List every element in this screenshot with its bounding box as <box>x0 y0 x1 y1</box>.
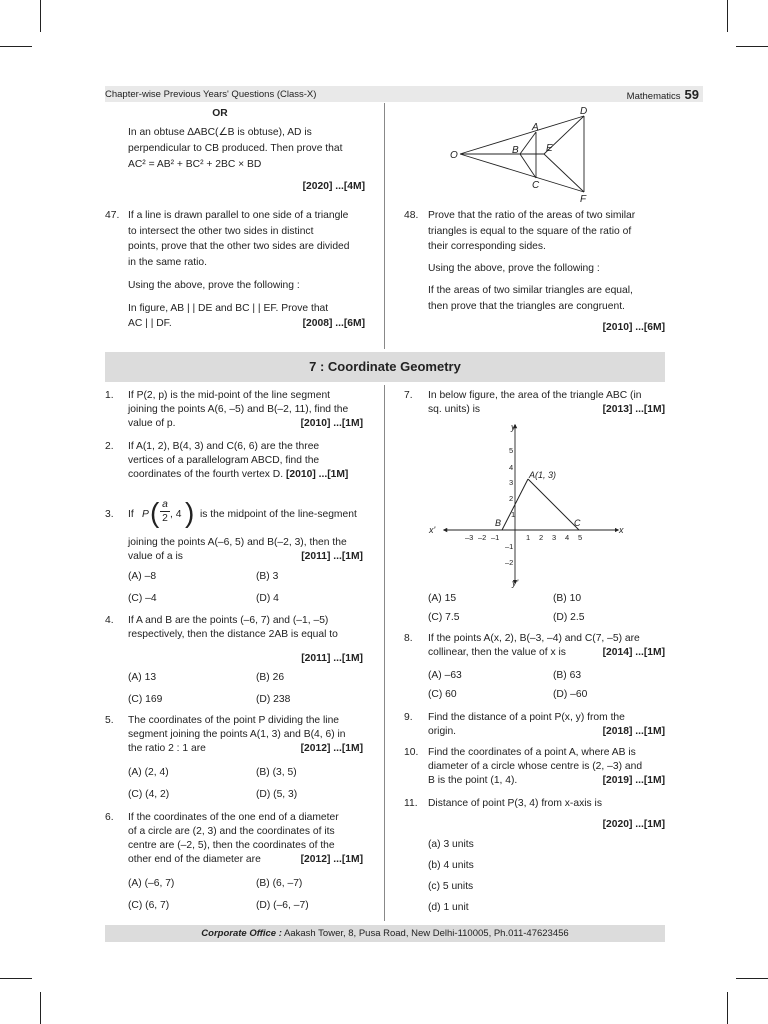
or-block <box>105 106 365 194</box>
question-number: 2. <box>105 441 114 452</box>
question-tag: [2010] ...[1M] <box>285 469 349 480</box>
question-line: points, prove that the other two sides are divided <box>128 241 350 252</box>
question-tag: [2018] ...[1M] <box>602 726 665 737</box>
column-divider-top <box>384 103 385 349</box>
question-line: Find the distance of a point P(x, y) from the <box>428 712 625 723</box>
question-tag: [2013] ...[1M] <box>602 404 665 415</box>
question-line: triangles is equal to the square of the ratio of <box>428 225 632 237</box>
question-line: diameter of a circle whose centre is (2, –3) and <box>428 761 643 772</box>
question-line: If P(2, p) is the mid-point of the line segment <box>128 390 331 401</box>
option-b[interactable]: (B) (6, –7) <box>256 878 303 889</box>
option-d[interactable]: (D) 238 <box>256 694 291 705</box>
question-line: then prove that the triangles are congruent. <box>428 300 625 312</box>
question-tag: [2014] ...[1M] <box>602 647 665 658</box>
option-a[interactable]: (A) 13 <box>128 672 157 683</box>
x-tick-label: 1 <box>526 533 531 542</box>
option-b[interactable]: (B) 10 <box>553 593 582 604</box>
question-line: Distance of point P(3, 4) from x-axis is <box>428 798 602 809</box>
question-line: If the areas of two similar triangles are equal, <box>428 285 633 296</box>
question-number: 4. <box>105 615 114 626</box>
question-number: 47. <box>105 210 120 221</box>
footer-address: Aakash Tower, 8, Pusa Road, New Delhi-110005, Ph.011-47623456 <box>284 928 569 939</box>
paren-right: ) <box>185 497 195 528</box>
y-neg-axis-label: y' <box>512 578 519 588</box>
question-number: 6. <box>105 812 114 823</box>
question-number: 48. <box>404 210 419 221</box>
question-line: vertices of a parallelogram ABCD, find the <box>128 455 320 466</box>
question-line: B is the point (1, 4). <box>428 775 518 786</box>
crop-mark <box>0 978 32 979</box>
option-d[interactable]: (D) (–6, –7) <box>256 900 309 911</box>
option-c[interactable]: (C) (6, 7) <box>128 900 170 911</box>
option-a[interactable]: (A) –63 <box>428 670 462 681</box>
question-tag: [2008] ...[6M] <box>302 318 365 329</box>
y-tick-label: –1 <box>505 542 514 551</box>
footer-label: Corporate Office : <box>201 928 282 939</box>
question-line: If the coordinates of the one end of a diameter <box>128 812 339 823</box>
crop-mark <box>40 992 41 1024</box>
y-axis-label: y <box>511 422 516 432</box>
line-od <box>460 116 584 154</box>
question-text: If <box>128 509 134 520</box>
label-a: A <box>532 122 539 133</box>
question-tag: [2010] ...[1M] <box>300 418 363 429</box>
point-p: P <box>142 509 149 520</box>
y-tick-label: 5 <box>509 446 514 455</box>
x-tick-label: 4 <box>565 533 570 542</box>
question-line: segment joining the points A(1, 3) and B(4, 6) in <box>128 729 346 740</box>
question-number: 7. <box>404 390 413 401</box>
question-tag: [2019] ...[1M] <box>602 775 665 786</box>
option-a[interactable]: (A) –8 <box>128 571 157 582</box>
crop-mark <box>40 0 41 32</box>
y-tick-label: 1 <box>511 510 516 519</box>
x-axis-label: x <box>619 525 624 535</box>
question-tag: [2012] ...[1M] <box>300 743 363 754</box>
header-chapter: Chapter-wise Previous Years' Questions (Class-X) <box>105 89 317 100</box>
question-line: In figure, AB | | DE and BC | | EF. Prove that <box>128 302 329 314</box>
question-line: Using the above, prove the following : <box>128 280 300 291</box>
page-footer <box>105 925 665 942</box>
option-c[interactable]: (C) –4 <box>128 593 157 604</box>
question-line: Find the coordinates of a point A, where AB is <box>428 747 636 758</box>
option-b[interactable]: (b) 4 units <box>428 860 474 871</box>
y-tick-label: 3 <box>509 478 514 487</box>
question-number: 11. <box>404 798 418 809</box>
fraction-four: , 4 <box>170 509 182 520</box>
crop-mark <box>736 46 768 47</box>
option-b[interactable]: (B) 3 <box>256 571 279 582</box>
question-tag: [2020] ...[1M] <box>602 819 665 830</box>
crop-mark <box>727 992 728 1024</box>
header-subject: Mathematics <box>626 91 681 102</box>
label-f: F <box>580 194 587 204</box>
question-line: in the same ratio. <box>128 256 207 268</box>
question-line: The coordinates of the point P dividing the line <box>128 715 340 726</box>
question-line: centre are (–2, 5), then the coordinates of the <box>128 840 335 851</box>
question-line: respectively, then the distance 2AB is equal to <box>128 629 338 640</box>
option-a[interactable]: (A) (2, 4) <box>128 767 169 778</box>
or-tag: [2020] ...[4M] <box>302 181 365 192</box>
x-tick-label: 5 <box>578 533 583 542</box>
option-b[interactable]: (B) (3, 5) <box>256 767 297 778</box>
y-tick-label: –2 <box>505 558 514 567</box>
question-line: If A and B are the points (–6, 7) and (–1, –5) <box>128 615 329 626</box>
line-of <box>460 154 584 192</box>
crop-mark <box>727 0 728 32</box>
question-line: In below figure, the area of the triangle ABC (in <box>428 390 642 401</box>
question-line: If a line is drawn parallel to one side of a triangle <box>128 210 349 221</box>
question-line: other end of the diameter are <box>128 854 261 865</box>
point-c-label: C <box>574 518 581 528</box>
question-number: 8. <box>404 633 413 644</box>
point-b-label: B <box>495 518 502 528</box>
question-line: the ratio 2 : 1 are <box>128 743 206 754</box>
fraction <box>160 499 170 525</box>
option-c[interactable]: (c) 5 units <box>428 881 474 892</box>
question-number: 10. <box>404 747 419 758</box>
question-line: If A(1, 2), B(4, 3) and C(6, 6) are the three <box>128 441 320 452</box>
question-line: sq. units) is <box>428 404 481 415</box>
question-tag: [2010] ...[6M] <box>602 322 665 333</box>
option-d[interactable]: (D) (5, 3) <box>256 789 298 800</box>
option-c[interactable]: (C) (4, 2) <box>128 789 170 800</box>
point-a-label: A(1, 3) <box>529 470 557 480</box>
question-line: collinear, then the value of x is <box>428 647 566 658</box>
option-d[interactable]: (D) 2.5 <box>553 612 585 623</box>
fraction-denominator: 2 <box>162 513 168 524</box>
question-line: coordinates of the fourth vertex D. <box>128 469 284 480</box>
or-label: OR <box>212 108 228 119</box>
or-line: AC² = AB² + BC² + 2BC × BD <box>128 159 262 170</box>
question-line: their corresponding sides. <box>428 241 546 252</box>
question-line: AC | | DF. <box>128 318 172 329</box>
option-a[interactable]: (A) (–6, 7) <box>128 878 175 889</box>
option-c[interactable]: (C) 169 <box>128 694 163 705</box>
question-line: origin. <box>428 726 457 737</box>
y-tick-label: 4 <box>509 463 514 472</box>
coordinate-graph <box>425 420 635 588</box>
option-a[interactable]: (A) 15 <box>428 593 457 604</box>
option-d[interactable]: (D) –60 <box>553 689 588 700</box>
triangle-side-ac <box>528 479 579 530</box>
option-d[interactable]: (D) 4 <box>256 593 279 604</box>
crop-mark <box>736 978 768 979</box>
question-line: joining the points A(–6, 5) and B(–2, 3), then the <box>128 537 347 548</box>
section-title: 7 : Coordinate Geometry <box>105 352 665 382</box>
question-line: value of p. <box>128 418 176 429</box>
question-line: joining the points A(6, –5) and B(–2, 11), find the <box>128 404 349 415</box>
question-line: Using the above, prove the following : <box>428 262 600 274</box>
crop-mark <box>0 46 32 47</box>
label-c: C <box>532 180 540 191</box>
question-tag: [2011] ...[1M] <box>301 653 363 664</box>
y-tick-label: 2 <box>509 494 514 503</box>
label-d: D <box>580 106 588 117</box>
question-number: 5. <box>105 715 114 726</box>
option-c[interactable]: (C) 7.5 <box>428 612 460 623</box>
label-e: E <box>546 143 553 154</box>
option-c[interactable]: (C) 60 <box>428 689 457 700</box>
question-tag: [2012] ...[1M] <box>300 854 363 865</box>
page-number: 59 <box>684 87 699 102</box>
x-tick-label: –3 <box>465 533 474 542</box>
question-line: of a circle are (2, 3) and the coordinates of its <box>128 826 335 837</box>
paren-left: ( <box>150 497 160 528</box>
question-line: If the points A(x, 2), B(–3, –4) and C(7, –5) are <box>428 633 640 644</box>
question-line: to intersect the other two sides in distinct <box>128 225 314 237</box>
question-number: 9. <box>404 712 413 723</box>
question-tag: [2011] ...[1M] <box>301 551 363 562</box>
or-line: perpendicular to CB produced. Then prove that <box>128 143 343 154</box>
question-line: value of a is <box>128 551 183 562</box>
label-o: O <box>450 150 458 161</box>
page-header <box>105 86 703 102</box>
question-number: 1. <box>105 390 114 401</box>
column-divider-bottom <box>384 385 385 921</box>
option-b[interactable]: (B) 26 <box>256 672 285 683</box>
similar-triangles-figure <box>448 104 608 204</box>
question-line: Prove that the ratio of the areas of two similar <box>428 210 636 221</box>
option-a[interactable]: (a) 3 units <box>428 839 474 850</box>
question-text: is the midpoint of the line-segment <box>200 509 357 520</box>
option-b[interactable]: (B) 63 <box>553 670 582 681</box>
question-number: 3. <box>105 509 114 520</box>
label-b: B <box>512 145 519 156</box>
or-line: In an obtuse ∆ABC(∠B is obtuse), AD is <box>128 127 312 138</box>
x-neg-axis-label: x' <box>429 525 436 535</box>
fraction-numerator: a <box>160 499 170 512</box>
x-tick-label: –1 <box>491 533 500 542</box>
x-tick-label: –2 <box>478 533 487 542</box>
option-d[interactable]: (d) 1 unit <box>428 902 469 913</box>
x-tick-label: 2 <box>539 533 544 542</box>
x-tick-label: 3 <box>552 533 557 542</box>
